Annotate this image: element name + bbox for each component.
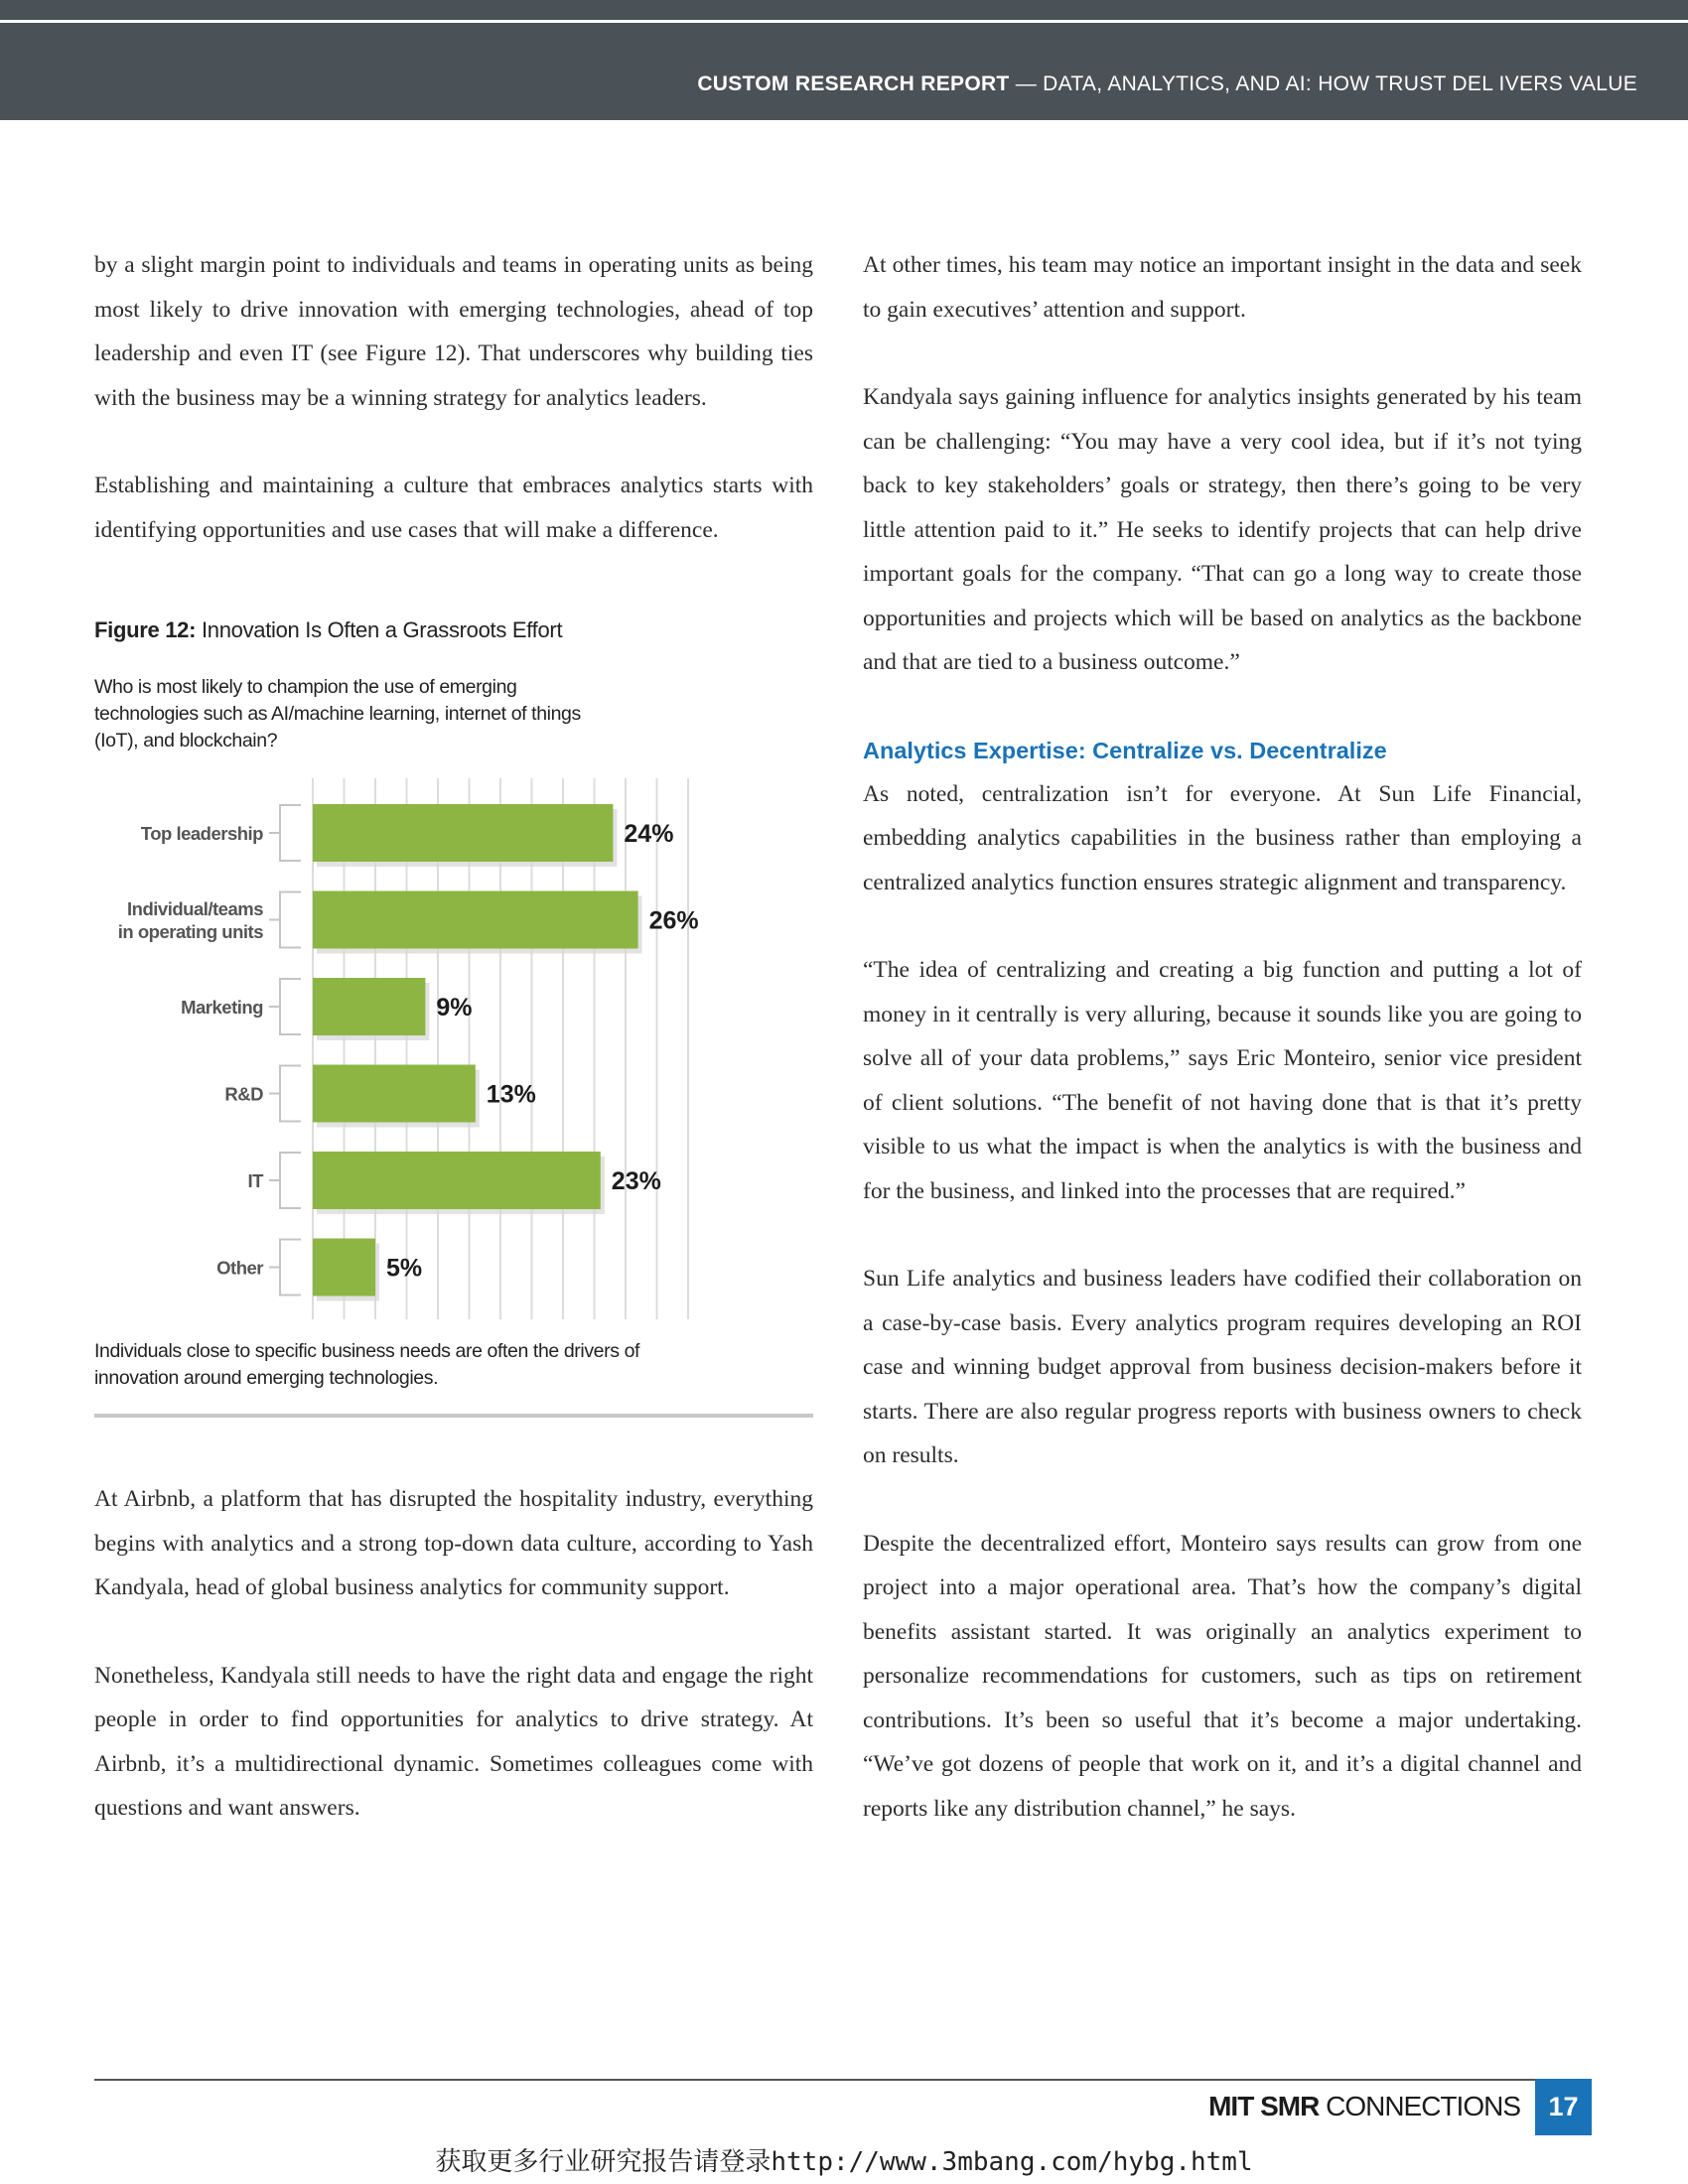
bar-value-label: 26%: [648, 906, 699, 935]
category-bracket: [280, 979, 301, 1034]
section-subhead: Analytics Expertise: Centralize vs. Decentralize: [863, 737, 1387, 763]
right-paragraph-4: “The idea of centralizing and creating a big function and putting a lot of money in it centrally is very alluring, because it sounds like you are going to solve all of your data problems,” says Eric Monteiro, senior vice president of client solutions. “The benefit of not having done that is that it’s pretty visible to us what the impact is when the analytics is with the business and for the business, and linked into the processes that are required.”: [863, 957, 1582, 1204]
left-paragraph-2: Establishing and maintaining a culture that embraces analytics starts with identifying opportunities and use cases that will make a difference.: [94, 473, 813, 543]
category-label: in operating units: [117, 921, 263, 942]
bar: [313, 804, 613, 862]
right-paragraph-5: Sun Life analytics and business leaders have codified their collaboration on a case-by-case basis. Every analytics program requires developing an ROI case and winning budget approval from business decision-makers before it starts. There are also regular progress reports with business owners to check on results.: [863, 1266, 1582, 1468]
figure-question: Who is most likely to champion the use of emerging technologies such as AI/machine learning, internet of things (IoT), and blockchain?: [94, 676, 581, 751]
bar: [313, 1239, 375, 1297]
category-bracket: [280, 1153, 301, 1208]
category-bracket: [280, 805, 301, 861]
category-bracket: [280, 892, 301, 948]
bar-value-label: 23%: [611, 1167, 661, 1195]
left-paragraph-4: Nonetheless, Kandyala still needs to have the right data and engage the right people in order to find opportunities for analytics to drive strategy. At Airbnb, it’s a multidirectional dynamic. Sometimes colleagues come with questions and want answers.: [94, 1662, 813, 1821]
category-label: Top leadership: [140, 823, 263, 844]
left-column: [94, 243, 813, 1831]
category-label: Individual/teams: [127, 898, 263, 919]
footer-rule: [94, 2079, 1592, 2081]
header-band: [0, 0, 1688, 120]
right-column: [863, 243, 1582, 1831]
category-label: Marketing: [181, 997, 263, 1018]
report-title: [697, 72, 1637, 96]
figure-caption: Individuals close to specific business needs are often the drivers of innovation around emerging technologies.: [94, 1340, 640, 1389]
right-paragraph-2: Kandyala says gaining influence for analytics insights generated by his team can be challenging: “You may have a very cool idea, but if it’s not tying back to key stakeholders’ goals or strategy, then there’s going to be very little attention paid to it.” He seeks to identify projects that can help drive important goals for the company. “That can go a long way to create those opportunities and projects which will be based on analytics as the backbone and that are tied to a business outcome.”: [863, 384, 1582, 675]
left-paragraph-3: At Airbnb, a platform that has disrupted the hospitality industry, everything begins with analytics and a strong top-down data culture, according to Yash Kandyala, head of global business analytics for community support.: [94, 1486, 813, 1600]
bar: [313, 1065, 476, 1123]
right-paragraph-1: At other times, his team may notice an important insight in the data and seek to gain executives’ attention and support.: [863, 252, 1582, 323]
bar-value-label: 5%: [386, 1254, 423, 1283]
right-paragraph-6: Despite the decentralized effort, Monteiro says results can grow from one project into a major operational area. That’s how the company’s digital benefits assistant started. It was originally an analytics experiment to personalize recommendations for customers, such as tips on retirement contributions. It’s been so useful that it’s become a major undertaking. “We’ve got dozens of people that work on it, and it’s a digital channel and reports like any distribution channel,” he says.: [863, 1530, 1582, 1822]
figure-title-text: Innovation Is Often a Grassroots Effort: [196, 617, 563, 642]
bar-chart: [94, 778, 813, 1324]
bar: [313, 891, 638, 949]
figure-12: [94, 617, 813, 1418]
category-label: IT: [247, 1170, 263, 1191]
report-label: CUSTOM RESEARCH REPORT: [697, 72, 1010, 95]
bar: [313, 1152, 601, 1209]
bar: [313, 978, 425, 1035]
category-bracket: [280, 1066, 301, 1122]
header-rule: [0, 20, 1688, 23]
right-paragraph-3: As noted, centralization isn’t for everyone. At Sun Life Financial, embedding analytics capabilities in the business rather than employing a centralized analytics function ensures strategic alignment and transparency.: [863, 780, 1582, 895]
brand-mark: MIT SMR: [1208, 2091, 1320, 2121]
category-label: Other: [216, 1257, 263, 1279]
report-subtitle: — DATA, ANALYTICS, AND AI: HOW TRUST DEL IVERS VALUE: [1009, 72, 1637, 95]
figure-title: [94, 617, 813, 643]
category-label: R&D: [224, 1083, 263, 1105]
brand-connections: CONNECTIONS: [1319, 2091, 1520, 2121]
bar-value-label: 9%: [436, 994, 473, 1022]
footer-brand: [1208, 2091, 1520, 2122]
bar-chart-svg: [94, 778, 813, 1324]
watermark-text: 获取更多行业研究报告请登录http://www.3mbang.com/hybg.html: [435, 2147, 1253, 2177]
page-number: 17: [1535, 2079, 1592, 2135]
bar-value-label: 13%: [486, 1080, 536, 1109]
bar-value-label: 24%: [624, 820, 674, 848]
figure-label: Figure 12:: [94, 617, 197, 642]
category-bracket: [280, 1240, 301, 1296]
left-paragraph-1: by a slight margin point to individuals and teams in operating units as being most likely to drive innovation with emerging technologies, ahead of top leadership and even IT (see Figure 12). That underscores why building ties with the business may be a winning strategy for analytics leaders.: [94, 252, 813, 411]
